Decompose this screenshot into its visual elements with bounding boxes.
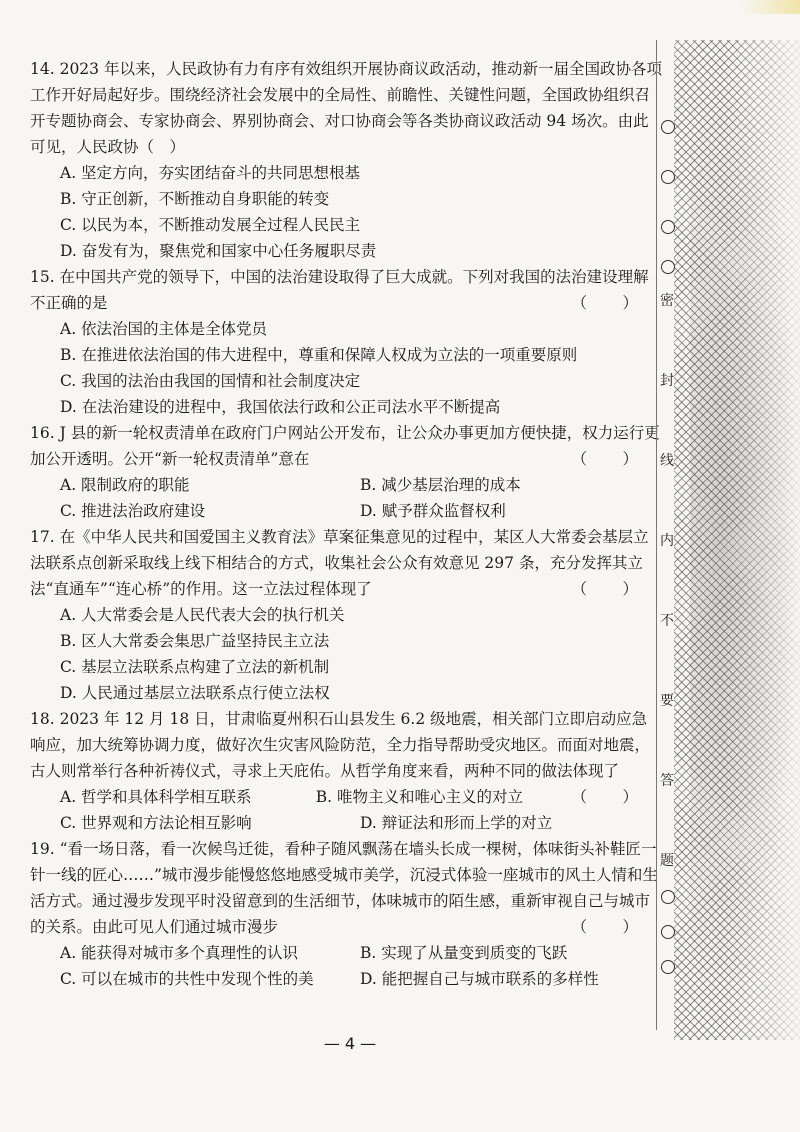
option-c: C. 以民为本，不断推动发展全过程人民民主 [60,216,361,234]
option-a: A. 能获得对城市多个真理性的认识 [60,944,299,962]
question-15 [30,264,662,420]
question-14 [30,56,662,264]
question-stem: 15. 在中国共产党的领导下，中国的法治建设取得了巨大成就。下列对我国的法治建设理解不正确的是 [30,268,649,312]
question-stem: 14. 2023 年以来，人民政协有力有序有效组织开展协商议政活动，推动新一届全国政协各项工作开好局起好步。围绕经济社会发展中的全局性、前瞻性、关键性问题，全国政协组织召开专题协商会、专家协商会、界别协商会、对口协商会等各类协商议政活动 94 场次。由此可见，人民政协（ ） [30,60,662,156]
option-d: D. 人民通过基层立法联系点行使立法权 [60,684,330,702]
option-d: D. 奋发有为，聚焦党和国家中心任务履职尽责 [60,242,377,260]
binding-hole-icon [661,890,675,904]
binding-hole-icon [661,960,675,974]
binding-char: 要 [660,693,674,709]
binding-hole-icon [661,170,675,184]
question-stem: 17. 在《中华人民共和国爱国主义教育法》草案征集意见的过程中，某区人大常委会基层立法联系点创新采取线上线下相结合的方式，收集社会公众有效意见 297 条，充分发挥其立法“直通车”“连心桥”的作用。这一立法过程体现了 [30,528,649,598]
option-b: B. 区人大常委会集思广益坚持民主立法 [60,632,330,650]
binding-char: 题 [660,853,674,869]
option-a: A. 人大常委会是人民代表大会的执行机关 [60,606,345,624]
option-b: B. 守正创新，不断推动自身职能的转变 [60,190,330,208]
option-b: B. 在推进依法治国的伟大进程中，尊重和保障人权成为立法的一项重要原则 [60,346,578,364]
binding-char: 答 [660,773,674,789]
answer-bracket: （ ） [571,918,648,936]
scan-shadow [690,40,800,1040]
option-c: C. 推进法治政府建设 [60,502,206,520]
question-17 [30,524,662,706]
binding-char: 线 [660,453,674,469]
option-a: A. 依法治国的主体是全体党员 [60,320,268,338]
option-d: D. 在法治建设的进程中，我国依法行政和公正司法水平不断提高 [60,398,501,416]
binding-char: 不 [660,613,674,629]
option-b: B. 减少基层治理的成本 [360,476,521,494]
option-d: D. 能把握自己与城市联系的多样性 [360,970,599,988]
answer-bracket: （ ） [571,294,648,312]
question-19 [30,836,662,992]
binding-hole-icon [661,260,675,274]
binding-hole-icon [661,220,675,234]
option-a: A. 哲学和具体科学相互联系 [60,788,252,806]
corner-stain [740,0,800,14]
option-b: B. 实现了从量变到质变的飞跃 [360,944,568,962]
option-d: D. 辩证法和形而上学的对立 [360,814,553,832]
option-c: C. 我国的法治由我国的国情和社会制度决定 [60,372,361,390]
question-18 [30,706,662,836]
binding-hole-icon [661,925,675,939]
answer-bracket: （ ） [571,788,648,806]
question-stem: 18. 2023 年 12 月 18 日，甘肃临夏州积石山县发生 6.2 级地震，相关部门立即启动应急响应，加大统筹协调力度，做好次生灾害风险防范，全力指导帮助受灾地区。而面对地震，古人则常举行各种祈祷仪式，寻求上天庇佑。从哲学角度来看，两种不同的做法体现了 [30,710,651,780]
option-c: C. 可以在城市的共性中发现个性的美 [60,970,314,988]
page-number: — 4 — [323,1034,377,1053]
binding-hole-icon [661,120,675,134]
question-list [30,56,662,992]
question-stem: 19. “看一场日落，看一次候鸟迁徙，看种子随风飘荡在墙头长成一棵树，体味街头补鞋匠一针一线的匠心……”城市漫步能慢悠悠地感受城市美学，沉浸式体验一座城市的风土人情和生活方式。通过漫步发现平时没留意到的生活细节，体味城市的陌生感，重新审视自己与城市的关系。由此可见人们通过城市漫步 [30,840,658,936]
binding-char: 密 [660,293,674,309]
question-16 [30,420,662,524]
question-stem: 16. J 县的新一轮权责清单在政府门户网站公开发布，让公众办事更加方便快捷，权力运行更加公开透明。公开“新一轮权责清单”意在 [30,424,660,468]
option-d: D. 赋予群众监督权利 [360,502,506,520]
option-b: B. 唯物主义和唯心主义的对立 [315,788,523,806]
answer-bracket: （ ） [571,450,648,468]
option-c: C. 基层立法联系点构建了立法的新机制 [60,658,330,676]
binding-char: 内 [660,533,674,549]
answer-bracket: （ ） [571,580,648,598]
binding-char: 封 [660,373,674,389]
option-a: A. 坚定方向，夯实团结奋斗的共同思想根基 [60,164,361,182]
option-a: A. 限制政府的职能 [60,476,190,494]
option-c: C. 世界观和方法论相互影响 [60,814,252,832]
